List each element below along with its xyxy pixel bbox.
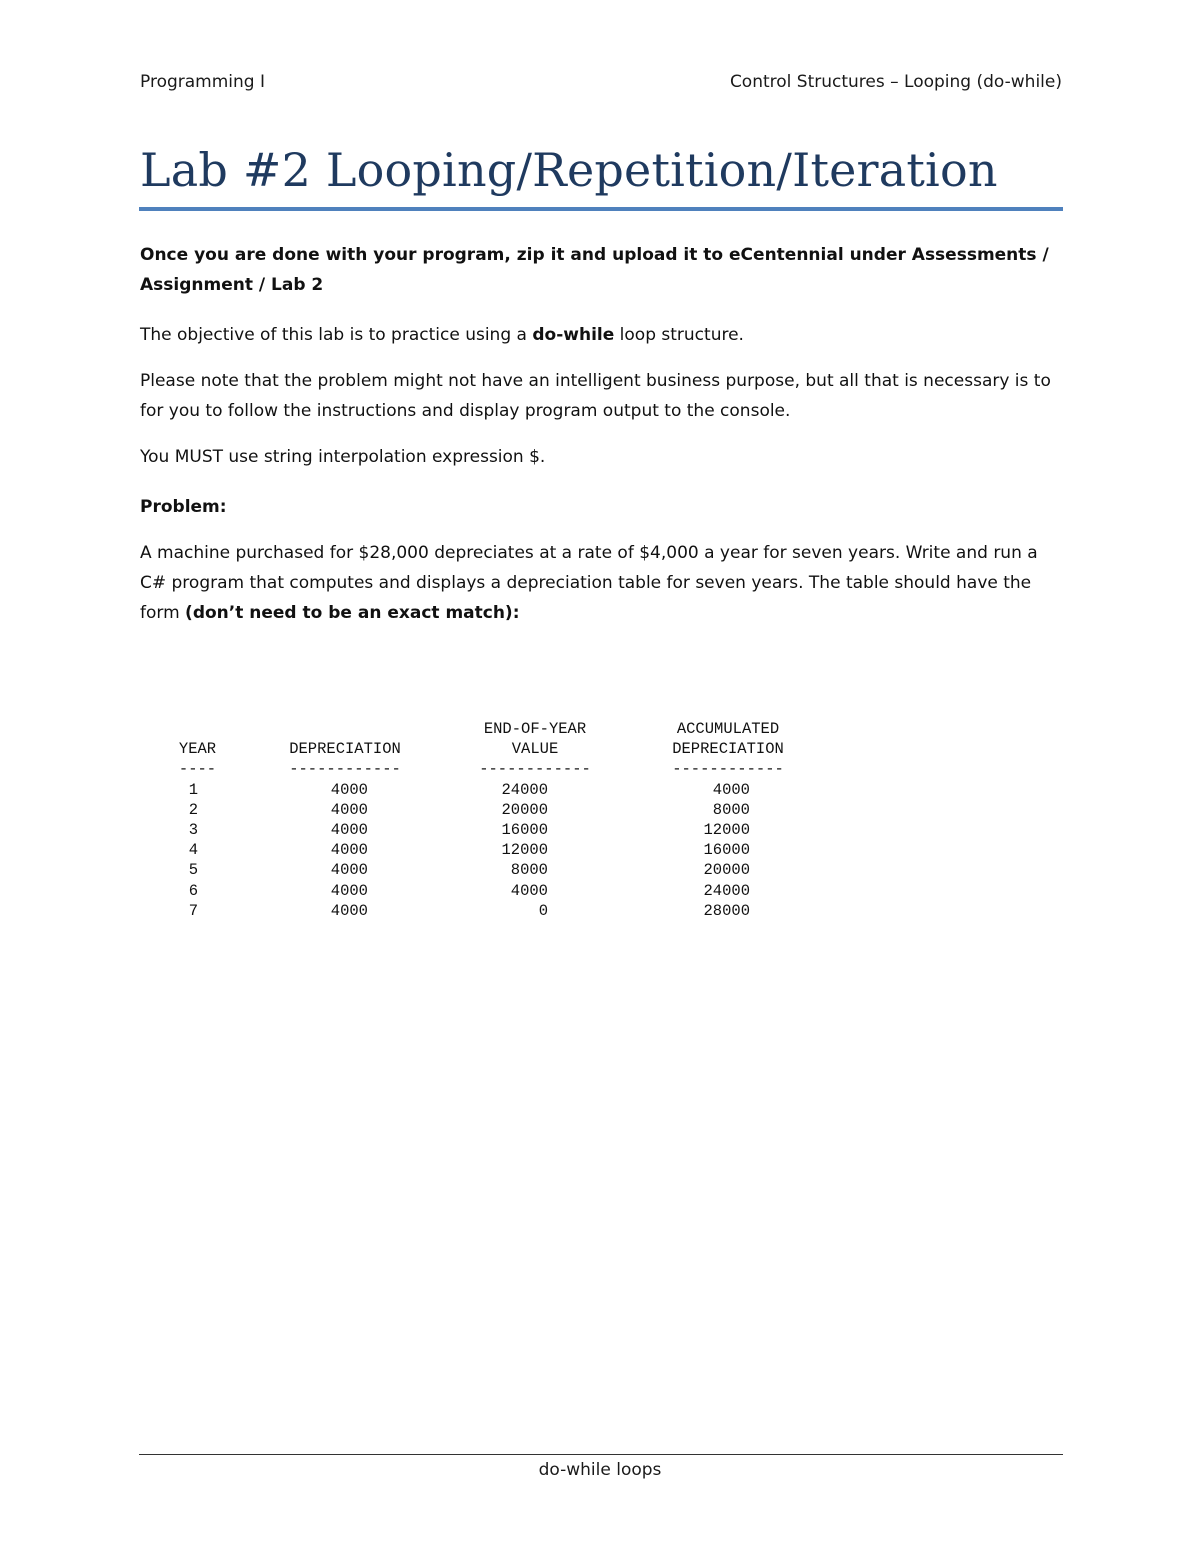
table-row: [140, 781, 840, 801]
objective-post: loop structure.: [614, 325, 744, 345]
cell-accumulated: 4000: [712, 780, 750, 799]
footer-divider: [139, 1454, 1063, 1455]
problem-paragraph: [140, 538, 1062, 628]
table-header-top: [140, 720, 840, 740]
page-title: Lab #2 Looping/Repetition/Iteration: [140, 143, 998, 197]
cell-year: 4: [188, 841, 198, 860]
cell-depreciation: 4000: [330, 800, 368, 819]
header-year: YEAR: [178, 740, 217, 759]
cell-value: 20000: [501, 800, 548, 819]
page-header: [140, 72, 1062, 98]
objective-keyword: do-while: [532, 325, 615, 345]
table-header-main: [140, 740, 840, 760]
cell-accumulated: 20000: [703, 861, 750, 880]
table-row: [140, 841, 840, 861]
cell-value: 8000: [510, 861, 548, 880]
cell-accumulated: 28000: [703, 901, 750, 920]
cell-value: 4000: [510, 881, 548, 900]
cell-year: 5: [188, 861, 198, 880]
cell-year: 3: [188, 820, 198, 839]
cell-depreciation: 4000: [330, 901, 368, 920]
header-end-of-year: END-OF-YEAR: [483, 720, 587, 738]
must-paragraph: You MUST use string interpolation expression $.: [140, 447, 546, 467]
cell-year: 1: [188, 780, 198, 799]
table-row: [140, 882, 840, 902]
table-row: [140, 821, 840, 841]
cell-year: 7: [188, 901, 198, 920]
objective-paragraph: [140, 320, 1062, 350]
problem-heading: Problem:: [140, 497, 227, 517]
cell-accumulated: 16000: [703, 841, 750, 860]
table-header-underline: [140, 760, 840, 780]
cell-accumulated: 12000: [703, 820, 750, 839]
cell-value: 24000: [501, 780, 548, 799]
table-row: [140, 861, 840, 881]
table-row: [140, 801, 840, 821]
header-accum-depreciation: DEPRECIATION: [672, 740, 784, 759]
header-depreciation: DEPRECIATION: [289, 740, 401, 759]
cell-year: 2: [188, 800, 198, 819]
underline-year: ----: [178, 760, 217, 779]
cell-accumulated: 8000: [712, 800, 750, 819]
title-underline: [139, 207, 1063, 211]
instructions-body: [140, 240, 1062, 648]
cell-depreciation: 4000: [330, 861, 368, 880]
underline-accum: ------------: [672, 760, 784, 779]
cell-depreciation: 4000: [330, 780, 368, 799]
objective-pre: The objective of this lab is to practice using a: [140, 325, 533, 345]
problem-text: A machine purchased for $28,000 depreciates at a rate of $4,000 a year for seven years. Write and run a C# program that computes and displays a depreciation table for seven years. The table should have the form: [140, 543, 1038, 623]
header-topic: Control Structures – Looping (do-while): [729, 72, 1062, 92]
underline-depreciation: ------------: [289, 760, 401, 779]
problem-note: (don’t need to be an exact match):: [185, 603, 520, 623]
cell-depreciation: 4000: [330, 841, 368, 860]
header-course: Programming I: [140, 72, 265, 92]
underline-value: ------------: [479, 760, 591, 779]
cell-value: 0: [538, 901, 548, 920]
page-footer: do-while loops: [538, 1460, 662, 1480]
cell-value: 12000: [501, 841, 548, 860]
cell-value: 16000: [501, 820, 548, 839]
table-row: [140, 902, 840, 922]
cell-accumulated: 24000: [703, 881, 750, 900]
depreciation-table: [140, 720, 840, 922]
submit-instruction: Once you are done with your program, zip it and upload it to eCentennial under Assessments / Assignment / Lab 2: [140, 245, 1049, 295]
cell-year: 6: [188, 881, 198, 900]
cell-depreciation: 4000: [330, 881, 368, 900]
note-paragraph: Please note that the problem might not have an intelligent business purpose, but all that is necessary is to for you to follow the instructions and display program output to the console.: [140, 371, 1051, 421]
cell-depreciation: 4000: [330, 820, 368, 839]
header-accumulated: ACCUMULATED: [676, 720, 780, 738]
header-value: VALUE: [511, 740, 559, 759]
